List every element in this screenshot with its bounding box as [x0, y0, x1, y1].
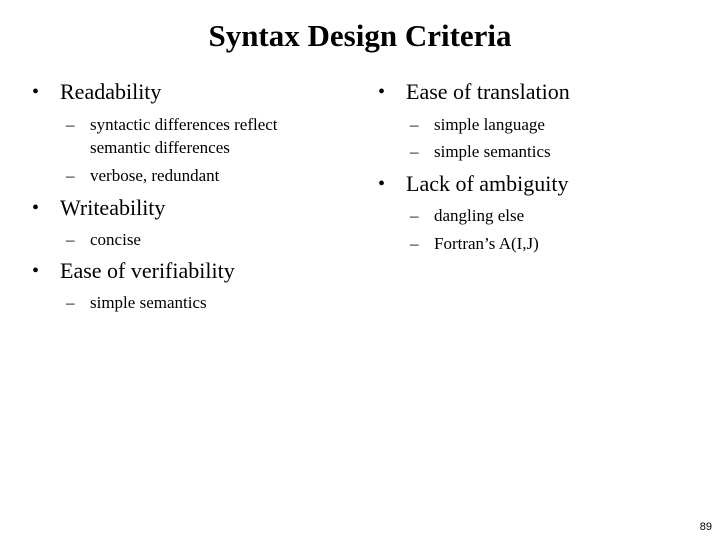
subitem-text: syntactic differences reflect semantic differences: [90, 115, 278, 157]
bullet-label: Writeability: [60, 195, 166, 220]
subitem-text: simple semantics: [90, 293, 207, 312]
subitem-text: dangling else: [434, 206, 525, 225]
dash-glyph: –: [66, 230, 75, 249]
dash-glyph: –: [410, 115, 419, 134]
dash-glyph: –: [410, 142, 419, 161]
dash-glyph: –: [410, 234, 419, 253]
bullet-glyph: •: [32, 260, 40, 282]
subitem-text: Fortran’s A(I,J): [434, 234, 539, 253]
bullet-label: Ease of translation: [406, 79, 570, 104]
subitem-text: simple language: [434, 115, 545, 134]
dash-glyph: –: [66, 166, 75, 185]
dash-glyph: –: [66, 293, 75, 312]
subitem-text: verbose, redundant: [90, 166, 220, 185]
bullet-label: Lack of ambiguity: [406, 171, 569, 196]
bullet-glyph: •: [378, 173, 386, 195]
subitem-text: concise: [90, 230, 141, 249]
dash-glyph: –: [410, 206, 419, 225]
bullet-label: Ease of verifiability: [60, 258, 235, 283]
bullet-glyph: •: [378, 81, 386, 103]
bullet-glyph: •: [32, 81, 40, 103]
bullet-label: Readability: [60, 79, 162, 104]
page-number: 89: [699, 521, 712, 533]
subitem-text: simple semantics: [434, 142, 551, 161]
slide-title: Syntax Design Criteria: [208, 18, 512, 53]
dash-glyph: –: [66, 115, 75, 134]
bullet-glyph: •: [32, 197, 40, 219]
